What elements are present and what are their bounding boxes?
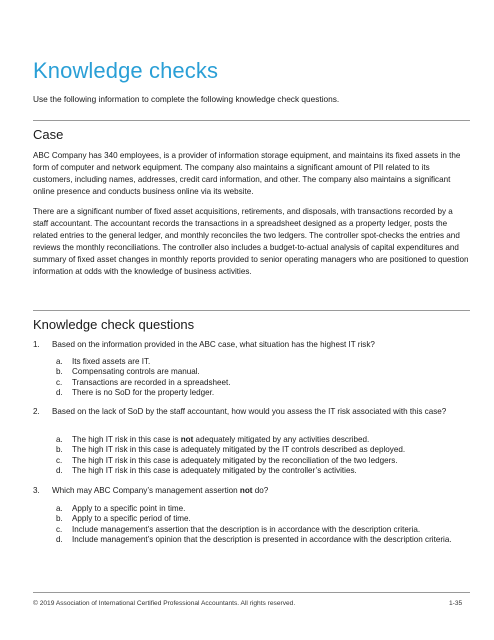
question-2-options	[56, 435, 468, 476]
question-3-options	[56, 504, 468, 545]
case-paragraph-1: ABC Company has 340 employees, is a provider of information storage equipment, and maintains its fixed assets in the form of computer and network equipment. The company also maintains a significant amount of PII related to its customers, including names, addresses, credit card information, and other. The company also maintains a significant online presence and conducts business online via its website.	[33, 151, 461, 196]
question-3	[33, 485, 470, 497]
option-letter: b.	[56, 445, 63, 455]
option-letter: a.	[56, 357, 63, 366]
option-letter: c.	[56, 377, 63, 387]
question-2	[33, 406, 470, 418]
question-number: 1.	[33, 340, 40, 349]
option-item	[56, 357, 468, 367]
question-text	[52, 485, 470, 497]
option-letter: d.	[56, 387, 63, 397]
page-title: Knowledge checks	[33, 58, 219, 83]
option-text: The high IT risk in this case is adequately mitigated by the IT controls described as deployed.	[72, 445, 406, 455]
question-number: 3.	[33, 486, 40, 495]
option-text: Include management’s assertion that the description is in accordance with the description criteria.	[72, 524, 421, 534]
option-item	[56, 514, 468, 524]
option-text: Its fixed assets are IT.	[72, 357, 151, 366]
option-item	[56, 535, 468, 545]
question-text: Based on the information provided in the ABC case, what situation has the highest IT risk?	[52, 340, 375, 349]
option-letter: d.	[56, 465, 63, 475]
questions-heading: Knowledge check questions	[33, 317, 195, 332]
option-item	[56, 466, 468, 476]
section-divider	[33, 310, 470, 311]
option-letter: c.	[56, 455, 63, 465]
option-letter: a.	[56, 504, 63, 513]
option-text: The high IT risk in this case is adequately mitigated by the reconciliation of the two ledgers.	[72, 455, 398, 465]
option-item	[56, 435, 468, 445]
option-letter: d.	[56, 534, 63, 544]
option-item	[56, 456, 468, 466]
option-text: There is no SoD for the property ledger.	[72, 387, 215, 397]
option-letter: a.	[56, 435, 63, 444]
option-item	[56, 504, 468, 514]
question-text: Based on the lack of SoD by the staff accountant, how would you assess the IT risk associated with this case?	[52, 407, 447, 416]
option-item	[56, 378, 468, 388]
question-1	[33, 339, 470, 351]
question-1-options	[56, 357, 468, 398]
option-letter: b.	[56, 367, 63, 377]
question-text-pre: Which may ABC Company’s management assertion	[52, 486, 240, 495]
option-item	[56, 445, 468, 455]
option-letter: c.	[56, 524, 63, 534]
option-text: Apply to a specific point in time.	[72, 504, 186, 513]
question-text-post: do?	[252, 486, 269, 495]
option-text-post: adequately mitigated by any activities described.	[193, 435, 370, 444]
option-text: The high IT risk in this case is adequately mitigated by the controller’s activities.	[72, 465, 357, 475]
case-paragraph-2: There are a significant number of fixed asset acquisitions, retirements, and disposals, with transactions recorded by a staff accountant. The accountant records the transactions in a spreadsheet designed as a property ledger, posts the related entries to the general ledger, and monthly reconciles the two ledgers. The controller spot-checks the entries and reviews the monthly reconciliations. The controller also includes a budget-to-actual analysis of capital expenditures and summary of fixed asset changes in monthly reports provided to senior operating managers who are positioned to question information at odds with the knowledge of business activities.	[33, 207, 469, 276]
option-item	[56, 388, 468, 398]
option-text: Include management’s opinion that the description is presented in accordance with the description criteria.	[72, 534, 452, 544]
option-item	[56, 525, 468, 535]
option-text-pre: The high IT risk in this case is	[72, 435, 181, 444]
option-text: Transactions are recorded in a spreadsheet.	[72, 377, 231, 387]
intro-text: Use the following information to complete the following knowledge check questions.	[33, 94, 340, 104]
option-text: Compensating controls are manual.	[72, 367, 200, 377]
footer-divider	[33, 592, 470, 593]
case-heading: Case	[33, 127, 64, 142]
option-text: Apply to a specific period of time.	[72, 514, 191, 524]
copyright-footer: © 2019 Association of International Certified Professional Accountants. All rights reserved.	[33, 600, 296, 607]
option-item	[56, 367, 468, 377]
question-text-emphasis: not	[239, 486, 253, 495]
option-text-emphasis: not	[180, 435, 194, 444]
option-letter: b.	[56, 514, 63, 524]
question-number: 2.	[33, 407, 40, 416]
page-number: 1-35	[449, 600, 463, 607]
section-divider	[33, 120, 470, 121]
